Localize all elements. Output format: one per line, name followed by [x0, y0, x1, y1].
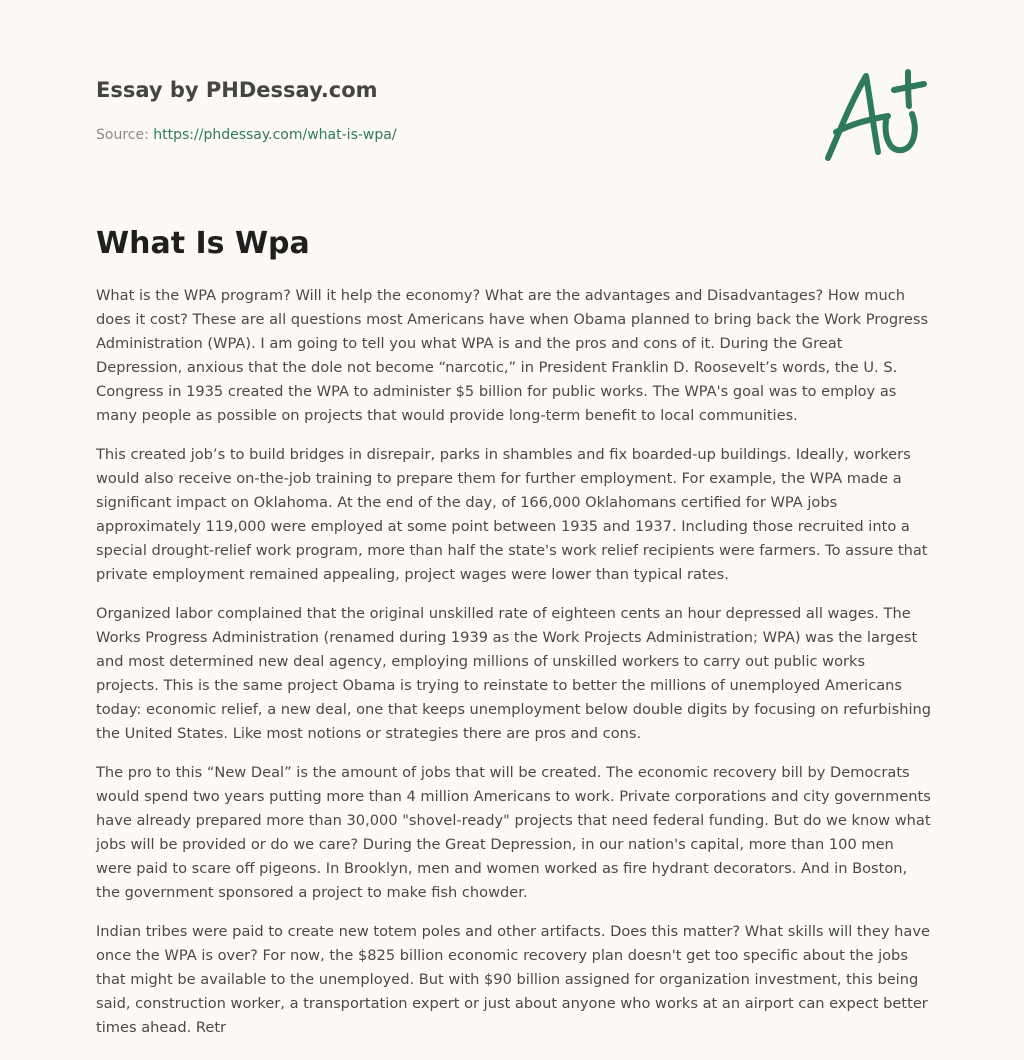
a-plus-grade-icon: [818, 64, 928, 164]
source-link[interactable]: https://phdessay.com/what-is-wpa/: [153, 127, 397, 143]
brand-title: Essay by PHDessay.com: [96, 78, 378, 102]
essay-paragraph-1: What is the WPA program? Will it help the economy? What are the advantages and Disadvantages? How much does it cost? These are all questions most Americans have when Obama planned to bring back the Work Progress Administration (WPA). I am going to tell you what WPA is and the pros and cons of it. During the Great Depression, anxious that the dole not become “narcotic,” in President Franklin D. Roosevelt’s words, the U. S. Congress in 1935 created the WPA to administer $5 billion for public works. The WPA's goal was to employ as many people as possible on projects that would provide long-term benefit to local communities.: [96, 287, 929, 424]
essay-paragraph-2: This created job’s to build bridges in disrepair, parks in shambles and fix boarded-up buildings. Ideally, workers would also receive on-the-job training to prepare them for further employment. For example, the WPA made a significant impact on Oklahoma. At the end of the day, of 166,000 Oklahomans certified for WPA jobs approximately 119,000 were employed at some point between 1935 and 1937. Including those recruited into a special drought-relief work program, more than half the state's work relief recipients were farmers. To assure that private employment remained appealing, project wages were lower than typical rates.: [96, 446, 928, 583]
essay-paragraph-4: The pro to this “New Deal” is the amount of jobs that will be created. The economic recovery bill by Democrats would spend two years putting more than 4 million Americans to work. Private corporations and city governments have already prepared more than 30,000 "shovel-ready" projects that need federal funding. But do we know what jobs will be provided or do we care? During the Great Depression, in our nation's capital, more than 100 men were paid to scare off pigeons. In Brooklyn, men and women worked as fire hydrant decorators. And in Boston, the government sponsored a project to make fish chowder.: [96, 764, 931, 901]
essay-header: [96, 76, 796, 144]
source-label: Source:: [96, 127, 149, 143]
essay-paragraph-3: Organized labor complained that the original unskilled rate of eighteen cents an hour depressed all wages. The Works Progress Administration (renamed during 1939 as the Work Projects Administration; WPA) was the largest and most determined new deal agency, employing millions of unskilled workers to carry out public works projects. This is the same project Obama is trying to reinstate to better the millions of unemployed Americans today: economic relief, a new deal, one that keeps unemployment below double digits by focusing on refurbishing the United States. Like most notions or strategies there are pros and cons.: [96, 605, 932, 742]
essay-paragraph-5: Indian tribes were paid to create new totem poles and other artifacts. Does this matter? What skills will they have once the WPA is over? For now, the $825 billion economic recovery plan doesn't get too specific about the jobs that might be available to the unemployed. But with $90 billion assigned for organization investment, this being said, construction worker, a transportation expert or just about anyone who works at an airport can expect better times ahead. Retr: [96, 923, 930, 1036]
source-line: [96, 126, 796, 144]
essay-title: What Is Wpa: [96, 226, 310, 261]
essay-body: [96, 284, 932, 1055]
